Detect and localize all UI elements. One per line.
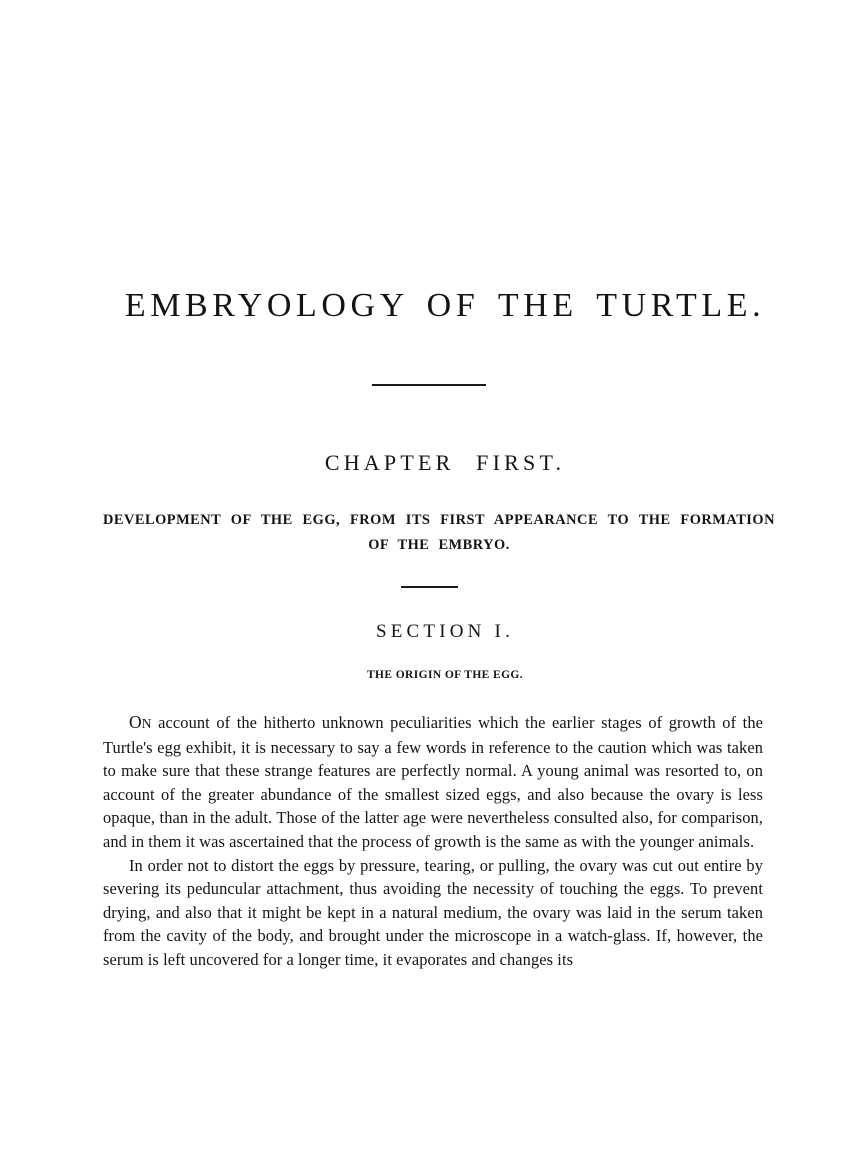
- paragraph-1-lead-word: [129, 713, 152, 732]
- body-text: [103, 711, 763, 972]
- chapter-title: CHAPTER FIRST.: [324, 450, 566, 475]
- chapter-subtitle: DEVELOPMENT OF THE EGG, FROM ITS FIRST APPEARANCE TO THE FORMATION OF THE EMBRYO.: [103, 512, 775, 553]
- section-subtitle: THE ORIGIN OF THE EGG.: [366, 669, 524, 681]
- chapter-divider: [401, 586, 458, 588]
- section-title: SECTION I.: [375, 621, 515, 642]
- paragraph-1: [103, 711, 763, 854]
- paragraph-1-text: account of the hitherto unknown peculiarities which the earlier stages of growth of the Turtle's egg exhibit, it is necessary to say a few words in reference to the caution which was taken to make sure that these strange features are perfectly normal. A young animal was resorted to, on account of the greater abundance of the smallest sized eggs, and also because the ovary is less opaque, than in the adult. Those of the latter age were nevertheless consulted also, for comparison, and in them it was ascertained that the process of growth is the same as with the younger animals.: [103, 713, 763, 851]
- title-divider: [372, 384, 486, 386]
- lead-rest: N: [141, 716, 152, 731]
- page-title: EMBRYOLOGY OF THE TURTLE.: [124, 287, 766, 324]
- paragraph-2: In order not to distort the eggs by pressure, tearing, or pulling, the ovary was cut out entire by severing its peduncular attachment, thus avoiding the necessity of touching the eggs. To prevent drying, and also that it might be kept in a natural medium, the ovary was laid in the serum taken from the cavity of the body, and brought under the microscope in a watch-glass. If, however, the serum is left uncovered for a longer time, it evaporates and changes its: [103, 855, 763, 969]
- lead-initial: O: [129, 712, 142, 732]
